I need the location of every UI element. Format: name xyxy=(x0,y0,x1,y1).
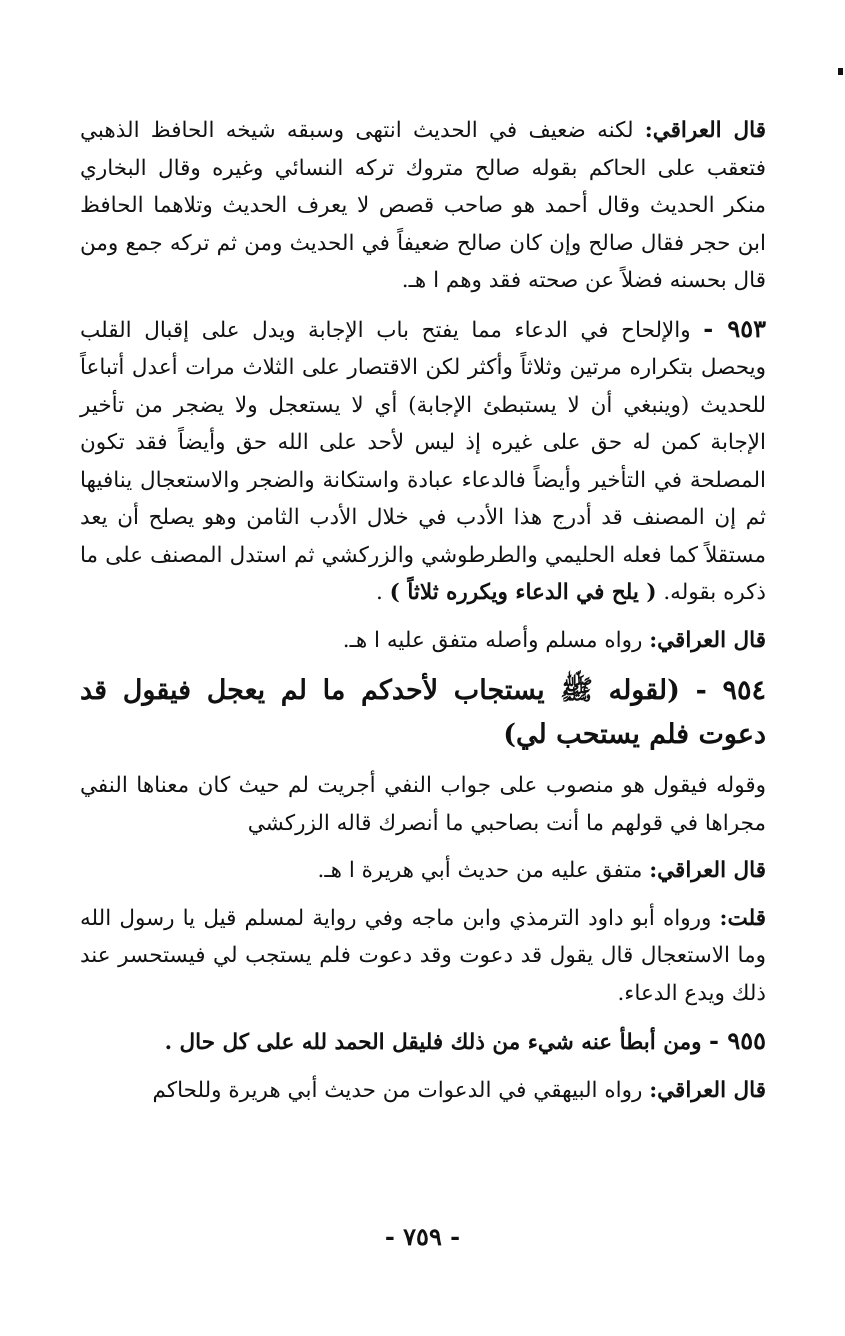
paragraph-953 xyxy=(80,310,766,612)
page-number: - ٧٥٩ - xyxy=(384,1222,461,1251)
page-body xyxy=(80,112,766,1119)
entry-number: ٩٥٤ - xyxy=(695,675,766,706)
paragraph-955 xyxy=(80,1022,766,1062)
paragraph-text: متفق عليه من حديث أبي هريرة ا هـ. xyxy=(317,858,650,883)
quoted-text: ( يلح في الدعاء ويكرره ثلاثاً ) xyxy=(389,580,657,605)
entry-number: ٩٥٣ - xyxy=(703,313,766,343)
paragraph-text: رواه البيهقي في الدعوات من حديث أبي هريرة وللحاكم xyxy=(152,1077,650,1103)
speaker-label: قال العراقي: xyxy=(649,1077,766,1103)
margin-mark xyxy=(838,68,843,75)
paragraph-iraqi-1 xyxy=(80,112,766,300)
speaker-label: قلت: xyxy=(719,905,766,931)
speaker-label: قال العراقي: xyxy=(649,627,766,653)
paragraph-iraqi-4 xyxy=(80,1072,766,1110)
paragraph-954 xyxy=(80,669,766,757)
paragraph-text: لكنه ضعيف في الحديث انتهى وسبقه شيخه الحافظ الذهبي فتعقب على الحاكم بقوله صالح متروك تركه النسائي وغيره وقال البخاري منكر الحديث وقال أحمد هو صاحب قصص لا يعرف الحديث وتلاهما الحافظ ابن حجر فقال صالح وإن كان صالح ضعيفاً في الحديث ومن ثم تركه جمع ومن قال بحسنه فضلاً عن صحته فقد وهم ا هـ. xyxy=(80,118,766,293)
hadith-text: (لقوله ﷺ يستجاب لأحدكم ما لم يعجل فيقول قد دعوت فلم يستحب لي) xyxy=(80,675,766,750)
paragraph-end: . xyxy=(376,580,390,605)
paragraph-qultu xyxy=(80,900,766,1013)
paragraph-text: رواه مسلم وأصله متفق عليه ا هـ. xyxy=(342,627,650,653)
speaker-label: قال العراقي: xyxy=(649,858,766,883)
paragraph-text: ورواه أبو داود الترمذي وابن ماجه وفي رواية لمسلم قيل يا رسول الله وما الاستعجال قال يقول قد دعوت وقد دعوت فلم يستجب لي فيستحسر عند ذلك ويدع الدعاء. xyxy=(80,905,766,1006)
paragraph-iraqi-2 xyxy=(80,622,766,660)
paragraph-text: وقوله فيقول هو منصوب على جواب النفي أجريت لم حيث كان معناها النفي مجراها في قولهم ما أنت بصاحبي ما أنصرك قاله الزركشي xyxy=(80,773,766,836)
paragraph-commentary xyxy=(80,767,766,842)
paragraph-iraqi-3 xyxy=(80,852,766,890)
entry-number: ٩٥٥ - xyxy=(709,1026,766,1055)
paragraph-text: ومن أبطأ عنه شيء من ذلك فليقل الحمد لله على كل حال . xyxy=(164,1030,709,1055)
paragraph-text: والإلحاح في الدعاء مما يفتح باب الإجابة ويدل على إقبال القلب ويحصل بتكراره مرتين وثلاثاً وأكثر لكن الاقتصار على الثلاث مرات أعدل أتباعاً للحديث (وينبغي أن لا يستبطئ الإجابة) أي لا يستعجل ولا يضجر من تأخير الإجابة كمن له حق على غيره إذ ليس لأحد على الله حق وأيضاً فقد تكون المصلحة في التأخير وأيضاً فالدعاء عبادة واستكانة والضجر والاستعجال ينافيها ثم إن المصنف قد أدرج هذا الأدب في خلال الأدب الثامن وهو يصلح أن يعد مستقلاً كما فعله الحليمي والطرطوشي والزركشي ثم استدل المصنف على ما ذكره بقوله. xyxy=(80,317,766,605)
speaker-label: قال العراقي: xyxy=(644,118,766,143)
